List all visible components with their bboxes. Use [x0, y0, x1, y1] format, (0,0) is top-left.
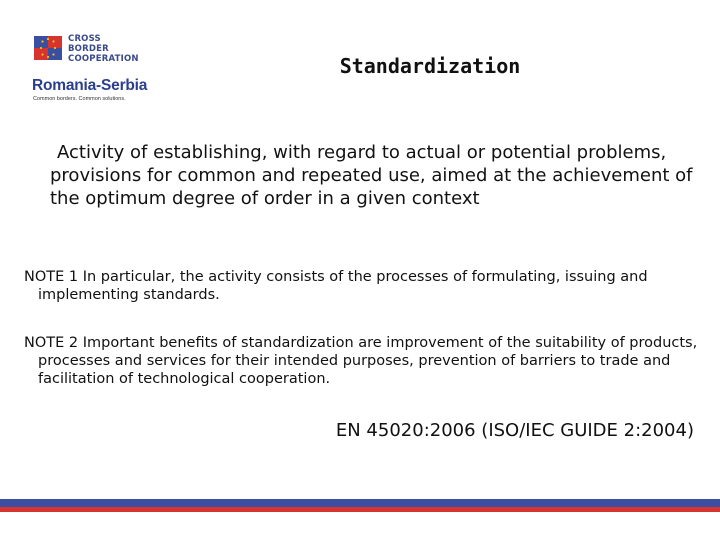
logo-line: BORDER	[68, 44, 109, 54]
logo-line: COOPERATION	[68, 54, 139, 64]
slide-title: Standardization	[339, 54, 521, 78]
source-reference: EN 45020:2006 (ISO/IEC GUIDE 2:2004)	[335, 420, 694, 441]
logo-text	[68, 34, 139, 64]
footer-stripe-red	[0, 507, 720, 512]
definition-text: Activity of establishing, with regard to actual or potential problems, provisions for common and repeated use, aimed at the achievement of the optimum degree of order in a given context	[50, 142, 693, 209]
note-2: NOTE 2 Important benefits of standardization are improvement of the suitability of products, processes and services for their intended purposes, prevention of barriers to trade and facilitation of technological cooperation.	[24, 335, 698, 387]
footer-stripe-blue	[0, 499, 720, 507]
logo-tagline: Common borders. Common solutions.	[33, 96, 126, 102]
logo-region: Romania-Serbia	[32, 77, 148, 94]
program-logo	[30, 32, 155, 104]
logo-line: CROSS	[68, 34, 101, 44]
eu-stars-flag-icon	[32, 34, 64, 62]
note-1: NOTE 1 In particular, the activity consists of the processes of formulating, issuing and implementing standards.	[24, 269, 648, 303]
